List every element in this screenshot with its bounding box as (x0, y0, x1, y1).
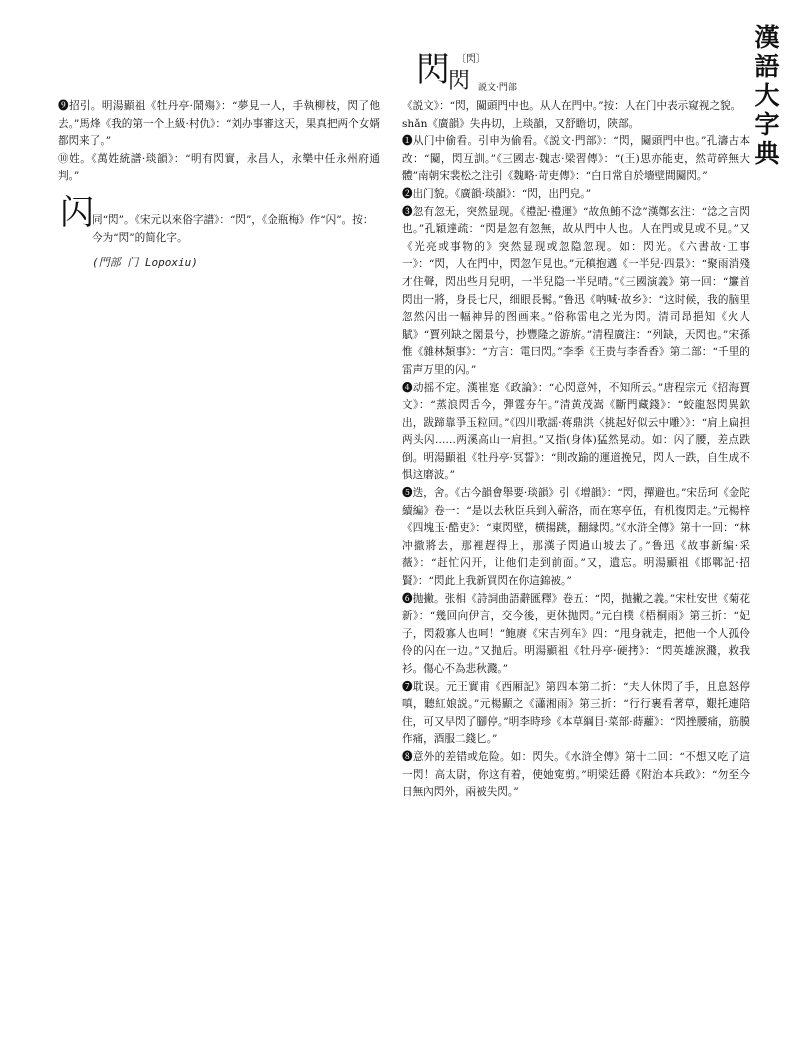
headword-character: 閃 (416, 50, 450, 90)
pronunciation-line: shǎn《廣韻》失冉切，上琰韻，又舒瞻切，陝部。 (402, 117, 640, 130)
definition-paragraph: ❻抛撇。张相《詩詞曲語辭匯釋》卷五：“閃，抛撇之義。”宋杜安世《菊花新》：“幾回向伊言，交今後，更休抛閃。”元白樸《梧桐雨》第三折：“妃子，閃殺寡人也呵！”鲍赓《宋吉列车》四：“甩身就走，把他一个人孤伶伶的闪在一边。”又抛后。明湯顯祖《牡丹亭·硬拷》：“閃英雄淚濺，救我衫。傷心不為悲秋濺。” (402, 592, 750, 675)
left-column (58, 98, 380, 186)
variant-definition: 同“閃”。《宋元以來俗字譜》：“閃”，《金瓶梅》作“闪”。按：今为“閃”的简化字。 (92, 214, 374, 244)
definition-paragraph: 《説文》：“閃，闚頭門中也。从人在門中。”按：人在门中表示窥视之貌。 (402, 100, 742, 112)
definition-paragraph: ⑩姓。《萬姓統譜·琰韻》：“明有閃實，永昌人，永樂中任永州府通判。” (58, 152, 380, 183)
definition-paragraph: ❸忽有忽无，突然显现。《禮記·禮運》“故魚鮪不淰”漢鄭玄注：“淰之言閃也。”孔穎達疏：“閃是忽有忽無，故从門中人也。人在門或見或不見。”又《光亮或事物的》突然显现或忽隐忽现。如：閃光。《六書故·工事一》：“閃，人在門中，閃忽乍見也。”元稹抱邁《一半兒·四景》：“聚雨消殘才住聲，閃出些月兒明，一半兒隐一半兒晴。”《三國演義》第一回：“簾首閃出一將，身長七尺，细眼長髯。”鲁迅《呐喊·故乡》：“这时候，我的脑里忽然闪出一幅神异的图画来。”俗称雷电之光为閃。清司昂挹知《火人賦》“賈列缺之閣景兮，抄豐隆之游旂。”清程廣注：“列缺，天閃也。”宋孫惟《雜林類事》：“方言：電曰閃。”李季《王贵与李香香》第二部：“千里的雷声万里的闪。” (402, 205, 750, 376)
definition-paragraph: ❼耽误。元王實甫《西厢記》第四本第二折：“夫人休閃了手，且息怒停嗔，聽紅娘説。”元楊顯之《瀟湘雨》第三折：“行行裹看著草，艱托連陪住，可又早閃了腳停。”明李時珍《本草綱目·菜部·蒔蘿》：“閃挫腰痛，筋膜作痛，酒服二錢匕。” (402, 680, 750, 746)
definition-paragraph: ❽意外的差错或危险。如：閃失。《水浒全傳》第十二回：“不想又吃了這一閃！高太尉，你这有着，使她寃剪。”明梁廷爵《附治本兵政》：“勿至今日無內閃外，兩被失閃。” (402, 750, 750, 799)
definition-paragraph: ❾招引。明湯顯祖《牡丹亭·鬧殤》：“夢見一人，手執柳枝，閃了他去。”馬烽《我的第一个上級·村仇》：“刘办事審这天，果真把两个女婿都閃来了。” (58, 100, 380, 148)
right-column (402, 98, 750, 802)
definition-paragraph: ❺迭，舍。《古今韻會舉要·琰韻》引《增韻》：“閃，撣避也。”宋岳珂《金陀續編》卷一：“是以去秋臣兵到入蕲洛，而在寒亭伍，有机復閃走。”元楊梓《四塊玉·酷吏》：“東閃壁，横揚跳，翻縁閃。”《水浒全傳》第十一回：“林冲撤將去，那裡趕得上，那漢子閃過山坡去了。”鲁迅《故事新编·采薇》：“赶忙闪开，让他们走到前面。”又，遺忘。明湯顯祖《邯鄲記·招賢》：“閃此上我新買閃在你這錦被。” (402, 487, 750, 588)
definition-paragraph: ❷出门貌。《廣韻·琰韻》：“閃，出門皃。” (402, 187, 591, 200)
definition-paragraph: ❶从门中偷看。引申为偷看。《説文·門部》：“閃，闚頭門中也。”孔濤古本改：“闚，閃互訓。”《三國志·魏志·梁習傳》：“(王)思亦能吏，然苛碎無大體”南朝宋裴松之注引《魏略·苛吏傳》：“白日常自於墻壁間闚閃。” (402, 135, 750, 183)
seal-script-character: 閃 (448, 69, 471, 94)
handwritten-annotation: (門部 门 Lopoxiu) (92, 256, 198, 269)
dictionary-spine-title: 漢語大字典 (751, 24, 780, 169)
seal-tag: 〔閃〕 (456, 54, 486, 65)
seal-caption: 説文·門部 (478, 83, 517, 93)
variant-head-character: 闪 (60, 193, 94, 233)
definition-paragraph: ❹动摇不定。漢崔寔《政論》：“心閃意舛，不知所云。”唐程宗元《招海賈文》：“蒸浪閃舌今，彈霆夯午。”清黄茂嵩《斷門藏錢》：“蛟龍怒閃異欽出，跋蹄靠爭玉粒回。”《四川歌謡·蒋鼎洪〈挑起好似云中雕〉》：“肩上扁担两头闪……两溪高山一肩担。”又指(身体)猛然晃动。如：闪了腰，差点跌倒。明湯顯祖《牡丹亭·冥誓》：“則改踰的運道挽兄，閃人一跌，自生成不惧这磨波。” (402, 381, 750, 482)
